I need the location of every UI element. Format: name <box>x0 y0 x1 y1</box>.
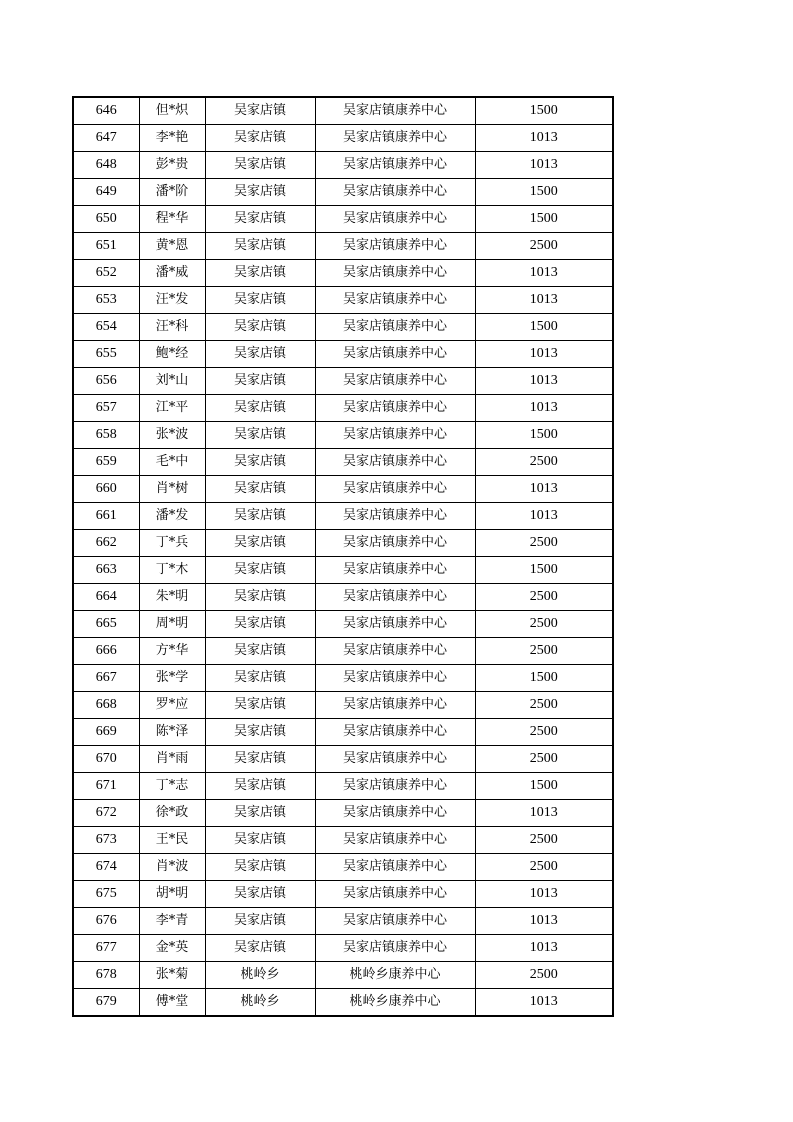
town-cell: 吴家店镇 <box>205 260 315 287</box>
amount-cell: 1500 <box>475 314 613 341</box>
person-name-cell: 黄*恩 <box>139 233 205 260</box>
care-center-cell: 吴家店镇康养中心 <box>315 314 475 341</box>
person-name-cell: 潘*阶 <box>139 179 205 206</box>
person-name-cell: 潘*发 <box>139 503 205 530</box>
person-name-cell: 程*华 <box>139 206 205 233</box>
care-center-cell: 吴家店镇康养中心 <box>315 395 475 422</box>
table-row <box>73 206 613 233</box>
amount-cell: 1013 <box>475 287 613 314</box>
town-cell: 桃岭乡 <box>205 989 315 1017</box>
row-number-cell: 647 <box>73 125 139 152</box>
care-center-cell: 桃岭乡康养中心 <box>315 989 475 1017</box>
town-cell: 吴家店镇 <box>205 557 315 584</box>
row-number-cell: 652 <box>73 260 139 287</box>
care-center-cell: 吴家店镇康养中心 <box>315 557 475 584</box>
amount-cell: 2500 <box>475 449 613 476</box>
person-name-cell: 罗*应 <box>139 692 205 719</box>
amount-cell: 1500 <box>475 179 613 206</box>
person-name-cell: 丁*志 <box>139 773 205 800</box>
person-name-cell: 肖*雨 <box>139 746 205 773</box>
town-cell: 吴家店镇 <box>205 449 315 476</box>
care-center-cell: 桃岭乡康养中心 <box>315 962 475 989</box>
town-cell: 吴家店镇 <box>205 530 315 557</box>
row-number-cell: 665 <box>73 611 139 638</box>
town-cell: 吴家店镇 <box>205 854 315 881</box>
row-number-cell: 663 <box>73 557 139 584</box>
amount-cell: 1013 <box>475 881 613 908</box>
care-center-cell: 吴家店镇康养中心 <box>315 827 475 854</box>
person-name-cell: 方*华 <box>139 638 205 665</box>
table-row <box>73 935 613 962</box>
care-center-cell: 吴家店镇康养中心 <box>315 638 475 665</box>
amount-cell: 1500 <box>475 665 613 692</box>
care-center-cell: 吴家店镇康养中心 <box>315 530 475 557</box>
town-cell: 吴家店镇 <box>205 935 315 962</box>
data-table <box>72 96 614 1017</box>
care-center-cell: 吴家店镇康养中心 <box>315 449 475 476</box>
table-row <box>73 503 613 530</box>
row-number-cell: 660 <box>73 476 139 503</box>
amount-cell: 1500 <box>475 206 613 233</box>
person-name-cell: 胡*明 <box>139 881 205 908</box>
table-row <box>73 773 613 800</box>
town-cell: 吴家店镇 <box>205 368 315 395</box>
row-number-cell: 679 <box>73 989 139 1017</box>
row-number-cell: 651 <box>73 233 139 260</box>
care-center-cell: 吴家店镇康养中心 <box>315 908 475 935</box>
table-row <box>73 287 613 314</box>
town-cell: 吴家店镇 <box>205 314 315 341</box>
amount-cell: 1013 <box>475 341 613 368</box>
person-name-cell: 张*菊 <box>139 962 205 989</box>
person-name-cell: 李*艳 <box>139 125 205 152</box>
care-center-cell: 吴家店镇康养中心 <box>315 746 475 773</box>
table-row <box>73 854 613 881</box>
person-name-cell: 但*炽 <box>139 97 205 125</box>
table-row <box>73 557 613 584</box>
table-row <box>73 827 613 854</box>
care-center-cell: 吴家店镇康养中心 <box>315 260 475 287</box>
table-row <box>73 260 613 287</box>
person-name-cell: 丁*木 <box>139 557 205 584</box>
row-number-cell: 677 <box>73 935 139 962</box>
amount-cell: 2500 <box>475 827 613 854</box>
town-cell: 吴家店镇 <box>205 908 315 935</box>
town-cell: 吴家店镇 <box>205 97 315 125</box>
row-number-cell: 648 <box>73 152 139 179</box>
person-name-cell: 汪*科 <box>139 314 205 341</box>
table-row <box>73 233 613 260</box>
person-name-cell: 张*波 <box>139 422 205 449</box>
town-cell: 吴家店镇 <box>205 179 315 206</box>
person-name-cell: 周*明 <box>139 611 205 638</box>
amount-cell: 1500 <box>475 557 613 584</box>
row-number-cell: 662 <box>73 530 139 557</box>
care-center-cell: 吴家店镇康养中心 <box>315 665 475 692</box>
table-row <box>73 584 613 611</box>
town-cell: 吴家店镇 <box>205 638 315 665</box>
row-number-cell: 678 <box>73 962 139 989</box>
amount-cell: 1013 <box>475 125 613 152</box>
person-name-cell: 丁*兵 <box>139 530 205 557</box>
row-number-cell: 650 <box>73 206 139 233</box>
amount-cell: 2500 <box>475 611 613 638</box>
row-number-cell: 654 <box>73 314 139 341</box>
amount-cell: 1013 <box>475 368 613 395</box>
care-center-cell: 吴家店镇康养中心 <box>315 611 475 638</box>
care-center-cell: 吴家店镇康养中心 <box>315 800 475 827</box>
care-center-cell: 吴家店镇康养中心 <box>315 719 475 746</box>
amount-cell: 2500 <box>475 692 613 719</box>
care-center-cell: 吴家店镇康养中心 <box>315 422 475 449</box>
person-name-cell: 潘*威 <box>139 260 205 287</box>
row-number-cell: 671 <box>73 773 139 800</box>
amount-cell: 2500 <box>475 584 613 611</box>
person-name-cell: 金*英 <box>139 935 205 962</box>
row-number-cell: 670 <box>73 746 139 773</box>
town-cell: 吴家店镇 <box>205 611 315 638</box>
care-center-cell: 吴家店镇康养中心 <box>315 368 475 395</box>
row-number-cell: 658 <box>73 422 139 449</box>
table-row <box>73 422 613 449</box>
row-number-cell: 668 <box>73 692 139 719</box>
care-center-cell: 吴家店镇康养中心 <box>315 503 475 530</box>
table-row <box>73 530 613 557</box>
person-name-cell: 徐*政 <box>139 800 205 827</box>
care-center-cell: 吴家店镇康养中心 <box>315 179 475 206</box>
care-center-cell: 吴家店镇康养中心 <box>315 341 475 368</box>
table-row <box>73 800 613 827</box>
amount-cell: 1013 <box>475 260 613 287</box>
amount-cell: 2500 <box>475 530 613 557</box>
care-center-cell: 吴家店镇康养中心 <box>315 206 475 233</box>
row-number-cell: 667 <box>73 665 139 692</box>
row-number-cell: 673 <box>73 827 139 854</box>
row-number-cell: 659 <box>73 449 139 476</box>
town-cell: 吴家店镇 <box>205 152 315 179</box>
amount-cell: 2500 <box>475 719 613 746</box>
amount-cell: 2500 <box>475 854 613 881</box>
care-center-cell: 吴家店镇康养中心 <box>315 692 475 719</box>
table-row <box>73 746 613 773</box>
person-name-cell: 鲍*经 <box>139 341 205 368</box>
amount-cell: 2500 <box>475 233 613 260</box>
person-name-cell: 张*学 <box>139 665 205 692</box>
town-cell: 吴家店镇 <box>205 773 315 800</box>
row-number-cell: 661 <box>73 503 139 530</box>
row-number-cell: 655 <box>73 341 139 368</box>
care-center-cell: 吴家店镇康养中心 <box>315 584 475 611</box>
row-number-cell: 675 <box>73 881 139 908</box>
table-row <box>73 314 613 341</box>
town-cell: 吴家店镇 <box>205 665 315 692</box>
table-row <box>73 368 613 395</box>
table-row <box>73 179 613 206</box>
person-name-cell: 彭*贵 <box>139 152 205 179</box>
row-number-cell: 676 <box>73 908 139 935</box>
care-center-cell: 吴家店镇康养中心 <box>315 233 475 260</box>
amount-cell: 1500 <box>475 97 613 125</box>
row-number-cell: 653 <box>73 287 139 314</box>
table-row <box>73 125 613 152</box>
table-row <box>73 395 613 422</box>
care-center-cell: 吴家店镇康养中心 <box>315 773 475 800</box>
town-cell: 吴家店镇 <box>205 692 315 719</box>
person-name-cell: 江*平 <box>139 395 205 422</box>
amount-cell: 1013 <box>475 800 613 827</box>
town-cell: 吴家店镇 <box>205 206 315 233</box>
town-cell: 吴家店镇 <box>205 584 315 611</box>
care-center-cell: 吴家店镇康养中心 <box>315 854 475 881</box>
town-cell: 吴家店镇 <box>205 503 315 530</box>
table-row <box>73 476 613 503</box>
care-center-cell: 吴家店镇康养中心 <box>315 881 475 908</box>
row-number-cell: 649 <box>73 179 139 206</box>
town-cell: 吴家店镇 <box>205 341 315 368</box>
row-number-cell: 664 <box>73 584 139 611</box>
town-cell: 吴家店镇 <box>205 287 315 314</box>
care-center-cell: 吴家店镇康养中心 <box>315 152 475 179</box>
town-cell: 吴家店镇 <box>205 395 315 422</box>
town-cell: 吴家店镇 <box>205 422 315 449</box>
row-number-cell: 656 <box>73 368 139 395</box>
person-name-cell: 毛*中 <box>139 449 205 476</box>
table-row <box>73 908 613 935</box>
row-number-cell: 669 <box>73 719 139 746</box>
person-name-cell: 李*青 <box>139 908 205 935</box>
table-row <box>73 719 613 746</box>
care-center-cell: 吴家店镇康养中心 <box>315 97 475 125</box>
person-name-cell: 傅*堂 <box>139 989 205 1017</box>
care-center-cell: 吴家店镇康养中心 <box>315 476 475 503</box>
row-number-cell: 646 <box>73 97 139 125</box>
town-cell: 吴家店镇 <box>205 746 315 773</box>
person-name-cell: 肖*波 <box>139 854 205 881</box>
table-row <box>73 881 613 908</box>
town-cell: 吴家店镇 <box>205 827 315 854</box>
table-row <box>73 449 613 476</box>
table-row <box>73 665 613 692</box>
town-cell: 吴家店镇 <box>205 719 315 746</box>
row-number-cell: 672 <box>73 800 139 827</box>
table-row <box>73 989 613 1017</box>
town-cell: 吴家店镇 <box>205 125 315 152</box>
town-cell: 吴家店镇 <box>205 881 315 908</box>
town-cell: 吴家店镇 <box>205 800 315 827</box>
town-cell: 吴家店镇 <box>205 233 315 260</box>
amount-cell: 1013 <box>475 989 613 1017</box>
amount-cell: 1013 <box>475 395 613 422</box>
table-row <box>73 638 613 665</box>
amount-cell: 1013 <box>475 503 613 530</box>
table-row <box>73 692 613 719</box>
person-name-cell: 王*民 <box>139 827 205 854</box>
table-row <box>73 611 613 638</box>
amount-cell: 2500 <box>475 638 613 665</box>
town-cell: 吴家店镇 <box>205 476 315 503</box>
person-name-cell: 朱*明 <box>139 584 205 611</box>
town-cell: 桃岭乡 <box>205 962 315 989</box>
care-center-cell: 吴家店镇康养中心 <box>315 125 475 152</box>
amount-cell: 2500 <box>475 962 613 989</box>
row-number-cell: 666 <box>73 638 139 665</box>
amount-cell: 1013 <box>475 935 613 962</box>
person-name-cell: 刘*山 <box>139 368 205 395</box>
table-row <box>73 152 613 179</box>
amount-cell: 1013 <box>475 476 613 503</box>
amount-cell: 1500 <box>475 422 613 449</box>
table-row <box>73 97 613 125</box>
person-name-cell: 肖*树 <box>139 476 205 503</box>
person-name-cell: 陈*泽 <box>139 719 205 746</box>
amount-cell: 1500 <box>475 773 613 800</box>
amount-cell: 1013 <box>475 152 613 179</box>
table-row <box>73 962 613 989</box>
amount-cell: 1013 <box>475 908 613 935</box>
amount-cell: 2500 <box>475 746 613 773</box>
row-number-cell: 674 <box>73 854 139 881</box>
person-name-cell: 汪*发 <box>139 287 205 314</box>
table-row <box>73 341 613 368</box>
care-center-cell: 吴家店镇康养中心 <box>315 935 475 962</box>
table-body <box>73 97 613 1016</box>
row-number-cell: 657 <box>73 395 139 422</box>
care-center-cell: 吴家店镇康养中心 <box>315 287 475 314</box>
